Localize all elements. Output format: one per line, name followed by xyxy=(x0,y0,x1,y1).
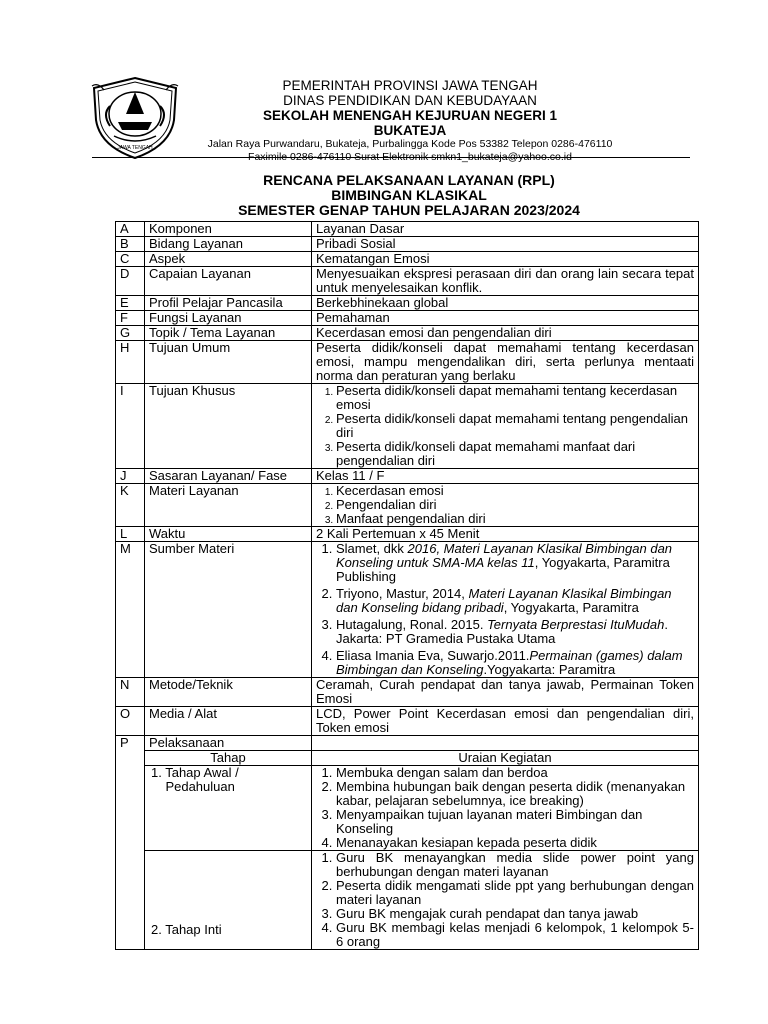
table-row xyxy=(116,707,699,736)
table-row xyxy=(116,527,699,542)
row-label: Pelaksanaan xyxy=(145,736,312,751)
row-code: F xyxy=(116,311,145,326)
list-item: 2. Membina hubungan baik dengan peserta didik (menanyakan kabar, pelajaran sebelumnya, ice breaking) xyxy=(336,780,694,808)
table-row xyxy=(116,311,699,326)
reference-item: 3. Hutagalung, Ronal. 2015. Ternyata Berprestasi ItuMudah. Jakarta: PT Gramedia Pustaka Utama xyxy=(336,618,694,646)
stage-row xyxy=(116,851,699,950)
reference-item: 2. Triyono, Mastur, 2014, Materi Layanan Klasikal Bimbingan dan Konseling bidang pribadi, Yogyakarta, Paramitra xyxy=(336,587,694,615)
row-value xyxy=(312,736,699,751)
row-value: Kematangan Emosi xyxy=(312,252,699,267)
pelaksanaan-header-row xyxy=(116,751,699,766)
list-item: 3. Manfaat pengendalian diri xyxy=(336,512,694,526)
list-item: 1. Peserta didik/konseli dapat memahami tentang kecerdasan emosi xyxy=(336,384,694,412)
list-item: 2. Peserta didik/konseli dapat memahami tentang pengendalian diri xyxy=(336,412,694,440)
row-label: Media / Alat xyxy=(145,707,312,736)
reference-item: 4. Eliasa Imania Eva, Suwarjo.2011.Permainan (games) dalam Bimbingan dan Konseling.Yogyakarta: Paramitra xyxy=(336,649,694,677)
table-row xyxy=(116,341,699,384)
reference-item: 1. Slamet, dkk 2016, Materi Layanan Klasikal Bimbingan dan Konseling untuk SMA-MA kelas 11, Yogyakarta, Paramitra Publishing xyxy=(336,542,694,584)
stage-name: 2. Tahap Inti xyxy=(145,851,312,950)
letterhead-line-government: PEMERINTAH PROVINSI JAWA TENGAH xyxy=(282,78,538,93)
column-header-tahap: Tahap xyxy=(145,751,312,766)
logo-text: JAWA TENGAH xyxy=(117,145,153,151)
letterhead-line-contact: Faximile 0286-476110 Surat Elektronik smkn1_bukateja@yahoo.co.id xyxy=(248,151,572,163)
table-row xyxy=(116,326,699,341)
row-label: Aspek xyxy=(145,252,312,267)
row-value: Berkebhinekaan global xyxy=(312,296,699,311)
table-row xyxy=(116,252,699,267)
stage-steps xyxy=(312,851,699,950)
row-value: Pemahaman xyxy=(312,311,699,326)
row-value: Kelas 11 / F xyxy=(312,469,699,484)
table-row xyxy=(116,469,699,484)
table-row xyxy=(116,237,699,252)
list-item: 3. Guru BK mengajak curah pendapat dan tanya jawab xyxy=(336,907,694,921)
list-item: 1. Guru BK menayangkan media slide power point yang berhubungan dengan materi layanan xyxy=(336,851,694,879)
list-item: 2. Pengendalian diri xyxy=(336,498,694,512)
row-code: D xyxy=(116,267,145,296)
row-code: L xyxy=(116,527,145,542)
table-row xyxy=(116,678,699,707)
list-item: 4. Guru BK membagi kelas menjadi 6 kelompok, 1 kelompok 5- 6 orang xyxy=(336,921,694,949)
row-code: H xyxy=(116,341,145,384)
row-code: E xyxy=(116,296,145,311)
stage-steps-list xyxy=(316,851,694,949)
row-value xyxy=(312,384,699,469)
stage-steps-list xyxy=(316,766,694,850)
table-row xyxy=(116,222,699,237)
row-label: Sasaran Layanan/ Fase xyxy=(145,469,312,484)
rpl-table xyxy=(115,221,699,950)
letterhead-line-address: Jalan Raya Purwandaru, Bukateja, Purbalingga Kode Pos 53382 Telepon 0286-476110 xyxy=(207,138,613,150)
row-value: 2 Kali Pertemuan x 45 Menit xyxy=(312,527,699,542)
list-item: 3. Peserta didik/konseli dapat memahami manfaat dari pengendalian diri xyxy=(336,440,694,468)
row-label: Waktu xyxy=(145,527,312,542)
row-value: Ceramah, Curah pendapat dan tanya jawab, Permainan Token Emosi xyxy=(312,678,699,707)
row-code: K xyxy=(116,484,145,527)
table-row xyxy=(116,484,699,527)
row-value: Pribadi Sosial xyxy=(312,237,699,252)
letterhead-line-school: SEKOLAH MENENGAH KEJURUAN NEGERI 1 xyxy=(262,108,558,123)
letterhead-divider xyxy=(92,157,690,158)
row-code: N xyxy=(116,678,145,707)
table-row xyxy=(116,296,699,311)
row-label: Bidang Layanan xyxy=(145,237,312,252)
row-code: O xyxy=(116,707,145,736)
stage-name: 1. Tahap Awal / Pedahuluan xyxy=(145,766,312,851)
letterhead-line-agency: DINAS PENDIDIKAN DAN KEBUDAYAAN xyxy=(283,93,537,108)
row-label: Profil Pelajar Pancasila xyxy=(145,296,312,311)
list-item: 3. Menyampaikan tujuan layanan materi Bimbingan dan Konseling xyxy=(336,808,694,836)
row-value: LCD, Power Point Kecerdasan emosi dan pengendalian diri, Token emosi xyxy=(312,707,699,736)
sumber-materi-list xyxy=(316,542,694,677)
list-item: 4. Menanayakan kesiapan kepada peserta didik xyxy=(336,836,694,850)
row-code: I xyxy=(116,384,145,469)
row-value: Peserta didik/konseli dapat memahami tentang kecerdasan emosi, mampu mengendalikan diri, serta perlunya mentaati norma dan peraturan yang berlaku xyxy=(312,341,699,384)
list-item: 1. Kecerdasan emosi xyxy=(336,484,694,498)
row-code: B xyxy=(116,237,145,252)
row-code: M xyxy=(116,542,145,678)
row-label: Sumber Materi xyxy=(145,542,312,678)
title-bimbingan: BIMBINGAN KLASIKAL xyxy=(331,187,487,203)
table-row xyxy=(116,384,699,469)
row-code: P xyxy=(116,736,145,950)
row-value: Kecerdasan emosi dan pengendalian diri xyxy=(312,326,699,341)
stage-row xyxy=(116,766,699,851)
stage-steps xyxy=(312,766,699,851)
materi-layanan-list xyxy=(316,484,694,526)
row-value xyxy=(312,542,699,678)
column-header-uraian: Uraian Kegiatan xyxy=(312,751,699,766)
row-label: Metode/Teknik xyxy=(145,678,312,707)
row-code: A xyxy=(116,222,145,237)
row-code: G xyxy=(116,326,145,341)
title-semester: SEMESTER GENAP TAHUN PELAJARAN 2023/2024 xyxy=(238,202,580,218)
row-label: Topik / Tema Layanan xyxy=(145,326,312,341)
list-item: 2. Peserta didik mengamati slide ppt yang berhubungan dengan materi layanan xyxy=(336,879,694,907)
tujuan-khusus-list xyxy=(316,384,694,468)
row-code: J xyxy=(116,469,145,484)
title-rpl: RENCANA PELAKSANAAN LAYANAN (RPL) xyxy=(263,172,555,188)
row-code: C xyxy=(116,252,145,267)
row-label: Materi Layanan xyxy=(145,484,312,527)
row-value: Layanan Dasar xyxy=(312,222,699,237)
row-value: Menyesuaikan ekspresi perasaan diri dan orang lain secara tepat untuk menyelesaikan konflik. xyxy=(312,267,699,296)
row-label: Komponen xyxy=(145,222,312,237)
row-label: Tujuan Umum xyxy=(145,341,312,384)
letterhead xyxy=(190,78,630,164)
document-titles xyxy=(110,173,708,218)
table-row xyxy=(116,542,699,678)
row-value xyxy=(312,484,699,527)
jawa-tengah-emblem-logo xyxy=(88,76,182,160)
table-row xyxy=(116,736,699,751)
row-label: Capaian Layanan xyxy=(145,267,312,296)
table-row xyxy=(116,267,699,296)
row-label: Fungsi Layanan xyxy=(145,311,312,326)
row-label: Tujuan Khusus xyxy=(145,384,312,469)
list-item: 1. Membuka dengan salam dan berdoa xyxy=(336,766,694,780)
letterhead-line-town: BUKATEJA xyxy=(373,123,447,138)
